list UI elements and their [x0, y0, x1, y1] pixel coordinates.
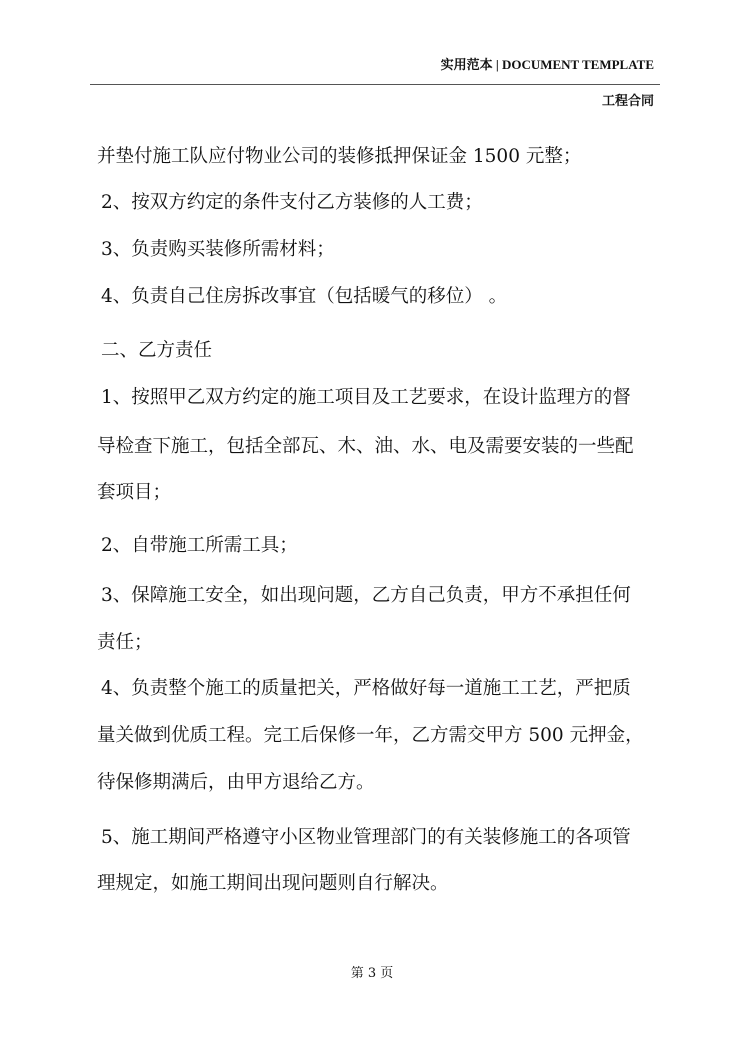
text-line: 2、自带施工所需工具； [101, 535, 298, 556]
text-line: 并垫付施工队应付物业公司的装修抵押保证金 1500 元整； [97, 146, 582, 167]
header-subtitle: 工程合同 [601, 93, 654, 108]
text-line: 责任； [97, 632, 153, 653]
text-line: 待保修期满后，由甲方退给乙方。 [97, 772, 375, 793]
text-line: 4、负责整个施工的质量把关，严格做好每一道施工工艺，严把质 [101, 678, 631, 699]
text-line: 4、负责自己住房拆改事宜（包括暖气的移位） 。 [101, 286, 508, 307]
text-line: 2、按双方约定的条件支付乙方装修的人工费； [101, 192, 483, 213]
text-line: 5、施工期间严格遵守小区物业管理部门的有关装修施工的各项管 [101, 827, 631, 848]
text-line: 量关做到优质工程。完工后保修一年，乙方需交甲方 500 元押金， [97, 725, 644, 746]
text-line: 导检查下施工，包括全部瓦、木、油、水、电及需要安装的一些配 [97, 436, 634, 457]
text-line: 理规定，如施工期间出现问题则自行解决。 [97, 873, 449, 894]
page-number: 第 3 页 [350, 966, 394, 981]
section-heading: 二、乙方责任 [101, 340, 213, 361]
text-line: 3、负责购买装修所需材料； [101, 239, 335, 260]
text-line: 1、按照甲乙双方约定的施工项目及工艺要求，在设计监理方的督 [101, 387, 631, 408]
text-line: 套项目； [97, 482, 172, 503]
header-divider [90, 84, 660, 85]
text-line: 3、保障施工安全，如出现问题，乙方自己负责，甲方不承担任何 [101, 585, 631, 606]
header-title: 实用范本 | DOCUMENT TEMPLATE [440, 57, 654, 72]
